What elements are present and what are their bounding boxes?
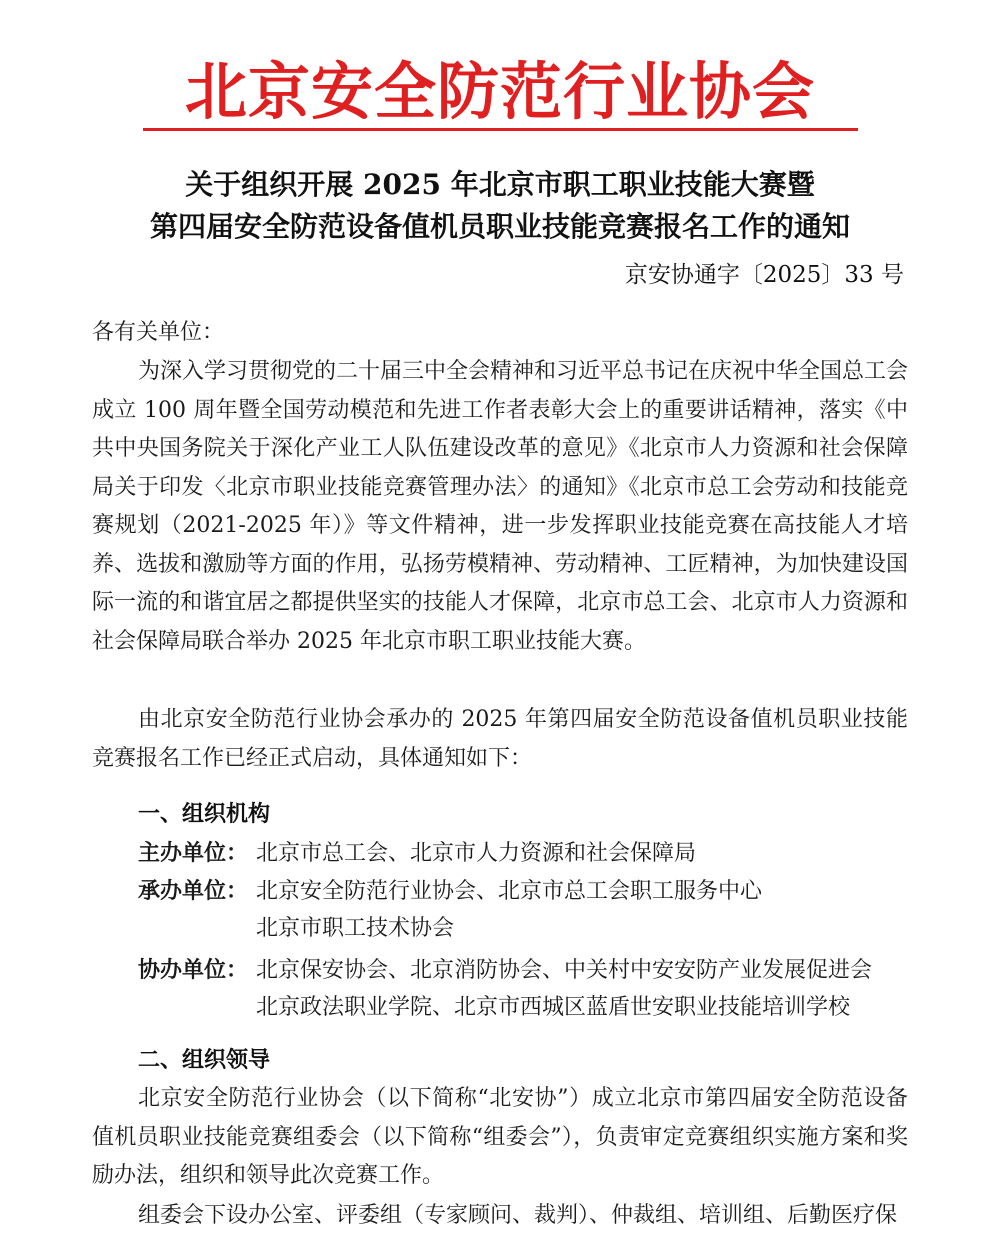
organizer-unit-label: 承办单位： — [138, 878, 249, 904]
section-heading-organization: 一、组织机构 — [138, 801, 271, 827]
coorganizer-unit-row — [138, 951, 872, 990]
organizer-unit-value-line-1: 北京安全防范行业协会、北京市总工会职工服务中心 — [256, 879, 763, 904]
host-unit-value: 北京市总工会、北京市人力资源和社会保障局 — [256, 841, 697, 866]
organizer-unit-value-line-2: 北京市职工技术协会 — [256, 916, 455, 941]
organizer-unit-row — [138, 872, 762, 911]
document-number: 京安协通字〔2025〕33 号 — [624, 262, 904, 288]
coorganizer-unit-label: 协办单位： — [138, 957, 249, 983]
section-heading-leadership: 二、组织领导 — [138, 1047, 271, 1073]
notice-title-line-1: 关于组织开展 2025 年北京市职工职业技能大赛暨 — [185, 168, 815, 201]
paragraph-announcement: 由北京安全防范行业协会承办的 2025 年第四届安全防范设备值机员职业技能竞赛报名工作已经正式启动，具体通知如下： — [92, 707, 908, 771]
host-unit-row — [138, 834, 696, 873]
letterhead-red-rule — [143, 128, 858, 131]
coorganizer-unit-value-line-2: 北京政法职业学院、北京市西城区蓝盾世安职业技能培训学校 — [256, 995, 851, 1020]
coorganizer-unit-value-line-1: 北京保安协会、北京消防协会、中关村中安安防产业发展促进会 — [256, 958, 873, 983]
paragraph-committee-structure: 组委会下设办公室、评委组（专家顾问、裁判）、仲裁组、培训组、后勤医疗保 — [138, 1203, 898, 1228]
notice-title-line-2: 第四届安全防范设备值机员职业技能竞赛报名工作的通知 — [149, 210, 850, 243]
salutation: 各有关单位： — [92, 320, 225, 345]
paragraph-background: 为深入学习贯彻党的二十届三中全会精神和习近平总书记在庆祝中华全国总工会成立 100 周年暨全国劳动模范和先进工作者表彰大会上的重要讲话精神，落实《中共中央国务院关于深化产业工人队伍建设改革的意见》《北京市人力资源和社会保障局关于印发〈北京市职业技能竞赛管理办法〉的通知》《北京市总工会劳动和技能竞赛规划（2021-2025 年）》等文件精神，进一步发挥职业技能竞赛在高技能人才培养、选拔和激励等方面的作用，弘扬劳模精神、劳动精神、工匠精神，为加快建设国际一流的和谐宜居之都提供坚实的技能人才保障，北京市总工会、北京市人力资源和社会保障局联合举办 2025 年北京市职工职业技能大赛。 — [92, 359, 909, 654]
organization-letterhead: 北京安全防范行业协会 — [184, 55, 815, 128]
paragraph-leadership: 北京安全防范行业协会（以下简称“北安协”）成立北京市第四届安全防范设备值机员职业技能竞赛组委会（以下简称“组委会”），负责审定竞赛组织实施方案和奖励办法，组织和领导此次竞赛工作。 — [92, 1086, 908, 1188]
host-unit-label: 主办单位： — [138, 840, 249, 866]
